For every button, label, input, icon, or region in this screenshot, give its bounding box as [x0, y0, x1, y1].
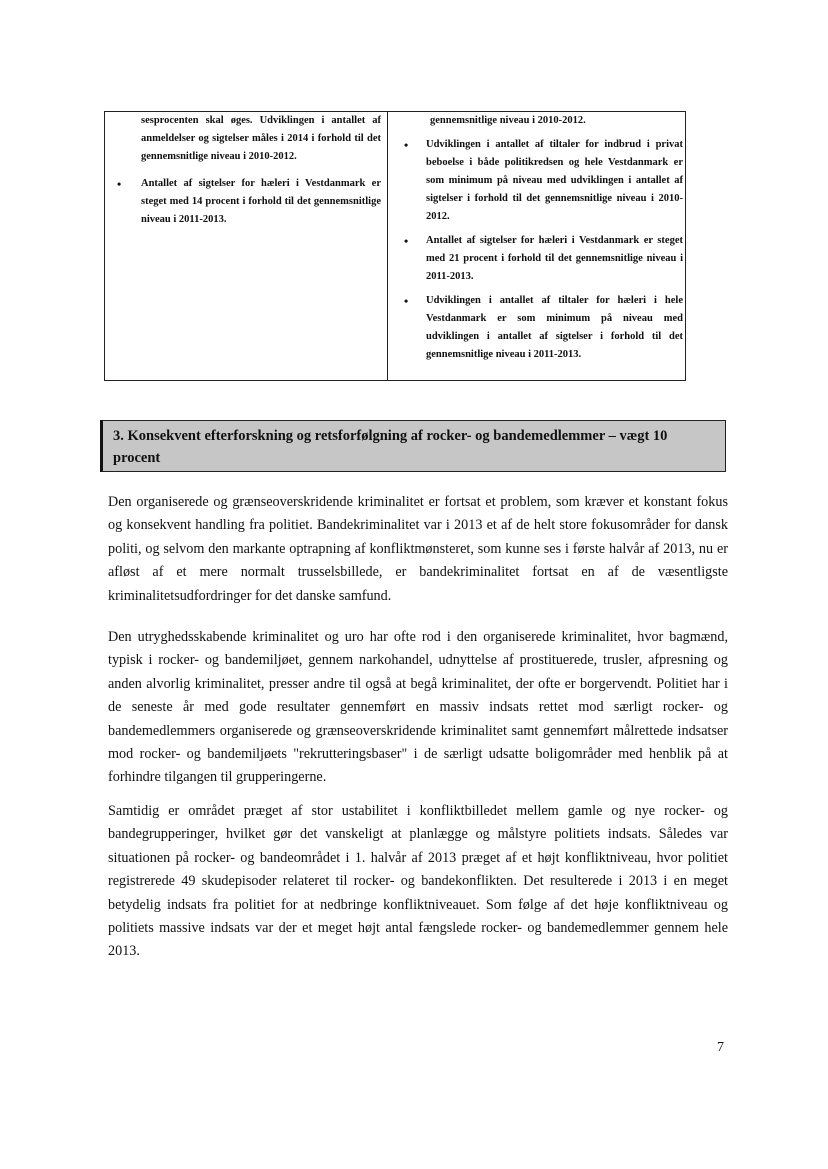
list-item: • Antallet af sigtelser for hæleri i Vestdanmark er steget med 14 procent i forhold til det gennemsnitlige niveau i 2011-2013. [117, 177, 381, 225]
page-number: 7 [717, 1040, 724, 1055]
section-heading: 3. Konsekvent efterforskning og retsforfølgning af rocker- og bandemedlemmer – vægt 10 procent [100, 420, 726, 472]
bullet-icon: • [404, 234, 409, 248]
table-right-bullets [394, 136, 683, 364]
paragraph-2: Den utryghedsskabende kriminalitet og uro har ofte rod i den organiserede kriminalitet, hvor bagmænd, typisk i rocker- og bandemiljøet, gennem narkohandel, udnyttelse af prostituerede, trusler, afpresning og anden alvorlig kriminalitet, presser andre til også at begå kriminalitet, der ofte er borgervendt. Politiet har i de seneste år med gode resultater gennemført en massiv indsats rettet mod særligt rocker- og bandemedlemmers organiserede og grænseoverskridende kriminalitet samt gennemført målrettede indsatser mod rocker- og bandemiljøets "rekrutteringsbaser" i de særligt udsatte boligområder med henblik på at forhindre tilgangen til grupperingerne. [108, 629, 728, 786]
paragraph-3: Samtidig er området præget af stor ustabilitet i konfliktbilledet mellem gamle og nye rocker- og bandegrupperinger, hvilket gør det vanskeligt at planlægge og målstyre politiets indsats. Således var situationen på rocker- og bandeområdet i 1. halvår af 2013 præget af et højt konfliktniveau, hvor politiet registrerede 49 skudepisoder relateret til rocker- og bandekonflikten. Det resulterede i 2013 i en meget betydelig indsats fra politiet for at nedbringe konfliktniveauet. Som følge af det høje konfliktniveau og politiets massive indsats var der et meget højt antal fængslede rocker- og bandemedlemmer gennem hele 2013. [108, 803, 728, 960]
list-item: • Udviklingen i antallet af tiltaler for hæleri i hele Vestdanmark er som minimum på niveau med udviklingen i antallet af sigtelser i forhold til det gennemsnitlige niveau i 2011-2013. [404, 294, 683, 360]
bullet-icon: • [117, 177, 122, 191]
table-left-intro: sesprocenten skal øges. Udviklingen i antallet af anmeldelser og sigtelser måles i 2014 i forhold til det gennemsnitlige niveau i 2010-2012. [141, 115, 381, 162]
bullet-icon: • [404, 294, 409, 308]
table-left-bullets [105, 175, 381, 229]
list-item: • Antallet af sigtelser for hæleri i Vestdanmark er steget med 21 procent i forhold til det gennemsnitlige niveau i 2011-2013. [404, 234, 683, 282]
bullet-icon: • [404, 138, 409, 152]
table-left-column [105, 112, 388, 380]
table-right-column [388, 112, 685, 380]
table-right-intro: gennemsnitlige niveau i 2010-2012. [430, 115, 586, 126]
requirements-table [104, 111, 686, 381]
paragraph-1: Den organiserede og grænseoverskridende kriminalitet er fortsat et problem, som kræver et konstant fokus og konsekvent handling fra politiet. Bandekriminalitet var i 2013 et af de helt store fokusområder for dansk politi, og selvom den markante optrapning af konfliktmønsteret, som kunne ses i første halvår af 2013, nu er afløst af et mere normalt trusselsbillede, er bandekriminalitet fortsat en af de væsentligste kriminalitetsudfordringer for det danske samfund. [108, 494, 728, 604]
list-item: • Udviklingen i antallet af tiltaler for indbrud i privat beboelse i både politikredsen og hele Vestdanmark er som minimum på niveau med udviklingen i antallet af sigtelser i forhold til det gennemsnitlige niveau i 2010-2012. [404, 138, 683, 222]
